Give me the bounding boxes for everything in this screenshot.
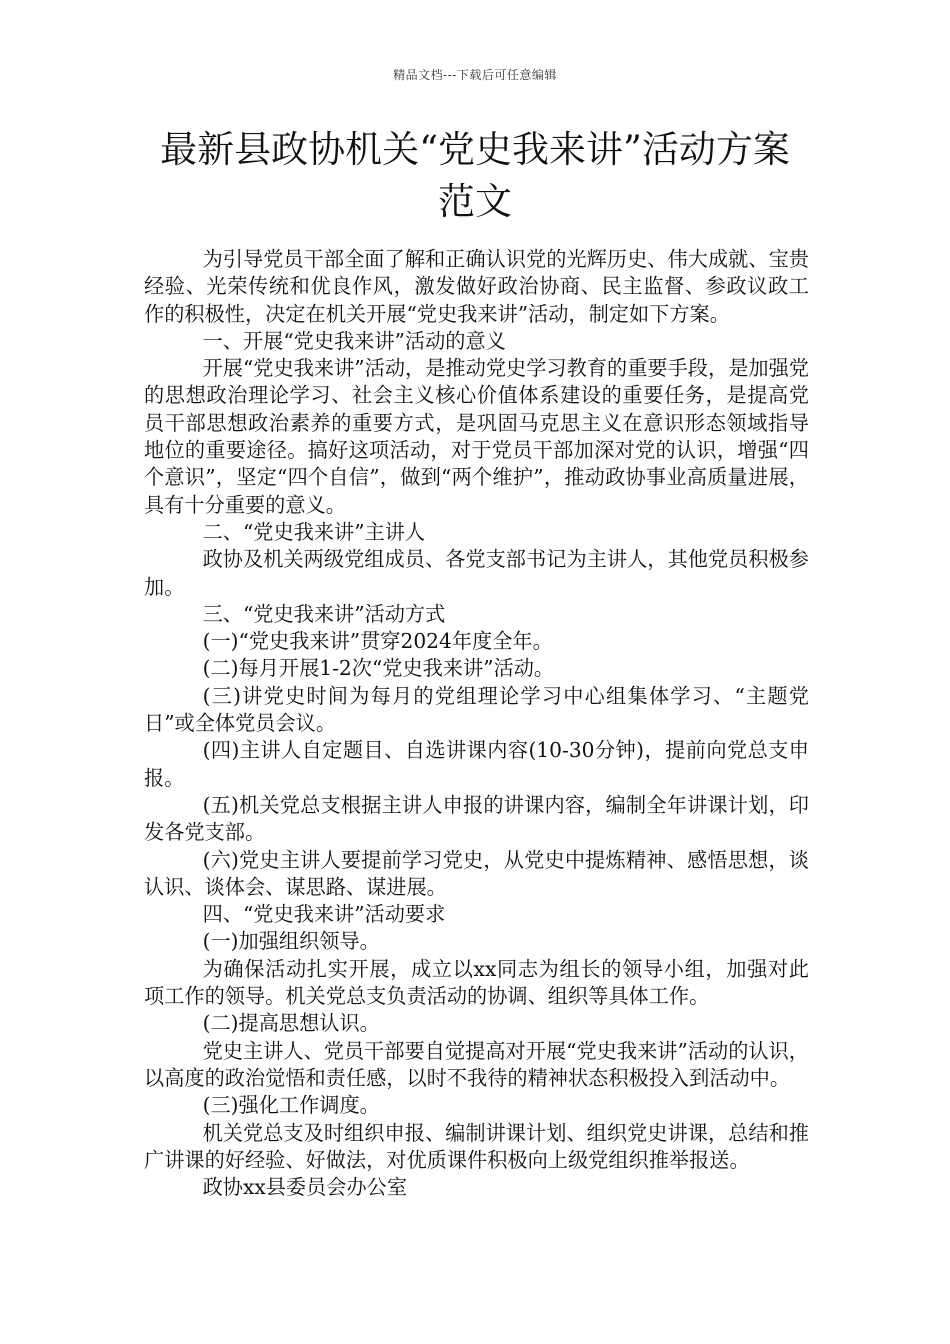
signature-line: 政协xx县委员会办公室 (202, 1175, 408, 1200)
section-3-item-2: (二)每月开展1-2次“党史我来讲”活动。 (202, 656, 555, 681)
section-4-subheading-3: (三)强化工作调度。 (202, 1093, 380, 1118)
section-3-item-6: (六)党史主讲人要提前学习党史，从党史中提炼精神、感悟思想，谈认识、谈体会、谋思路、谋进展。 (144, 847, 809, 899)
document-title (140, 124, 810, 228)
section-4-subheading-2: (二)提高思想认识。 (202, 1011, 380, 1036)
section-heading-4: 四、“党史我来讲”活动要求 (202, 902, 446, 927)
section-4-subheading-1: (一)加强组织领导。 (202, 929, 380, 954)
section-3-item-1: (一)“党史我来讲”贯穿2024年度全年。 (202, 629, 553, 654)
section-heading-1: 一、开展“党史我来讲”活动的意义 (202, 328, 506, 353)
document-title-line-1: 最新县政协机关“党史我来讲”活动方案 (160, 128, 790, 171)
document-body (144, 246, 809, 1201)
document-title-line-2: 范文 (438, 180, 512, 223)
section-4-paragraph-1: 为确保活动扎实开展，成立以xx同志为组长的领导小组，加强对此项工作的领导。机关党总支负责活动的协调、组织等具体工作。 (144, 956, 809, 1009)
section-3-item-3: (三)讲党史时间为每月的党组理论学习中心组集体学习、“主题党日”或全体党员会议。 (144, 683, 809, 736)
section-heading-2: 二、“党史我来讲”主讲人 (202, 519, 426, 544)
intro-paragraph: 为引导党员干部全面了解和正确认识党的光辉历史、伟大成就、宝贵经验、光荣传统和优良作风，激发做好政治协商、民主监督、参政议政工作的积极性，决定在机关开展“党史我来讲”活动，制定如下方案。 (144, 247, 809, 326)
section-4-paragraph-2: 党史主讲人、党员干部要自觉提高对开展“党史我来讲”活动的认识，以高度的政治觉悟和责任感，以时不我待的精神状态积极投入到活动中。 (144, 1038, 809, 1090)
page-header: 精品文档---下载后可任意编辑 (393, 68, 557, 82)
section-3-item-4: (四)主讲人自定题目、自选讲课内容(10-30分钟)，提前向党总支申报。 (144, 738, 809, 790)
section-heading-3: 三、“党史我来讲”活动方式 (202, 601, 446, 626)
section-2-paragraph: 政协及机关两级党组成员、各党支部书记为主讲人，其他党员积极参加。 (144, 547, 809, 599)
section-3-item-5: (五)机关党总支根据主讲人申报的讲课内容，编制全年讲课计划，印发各党支部。 (144, 792, 809, 845)
section-4-paragraph-3: 机关党总支及时组织申报、编制讲课计划、组织党史讲课，总结和推广讲课的好经验、好做法，对优质课件积极向上级党组织推举报送。 (144, 1120, 809, 1172)
section-1-paragraph: 开展“党史我来讲”活动，是推动党史学习教育的重要手段，是加强党的思想政治理论学习、社会主义核心价值体系建设的重要任务，是提高党员干部思想政治素养的重要方式，是巩固马克思主义在意识形态领域指导地位的重要途径。搞好这项活动，对于党员干部加深对党的认识，增强“四个意识”，坚定“四个自信”，做到“两个维护”，推动政协事业高质量进展，具有十分重要的意义。 (144, 356, 809, 517)
